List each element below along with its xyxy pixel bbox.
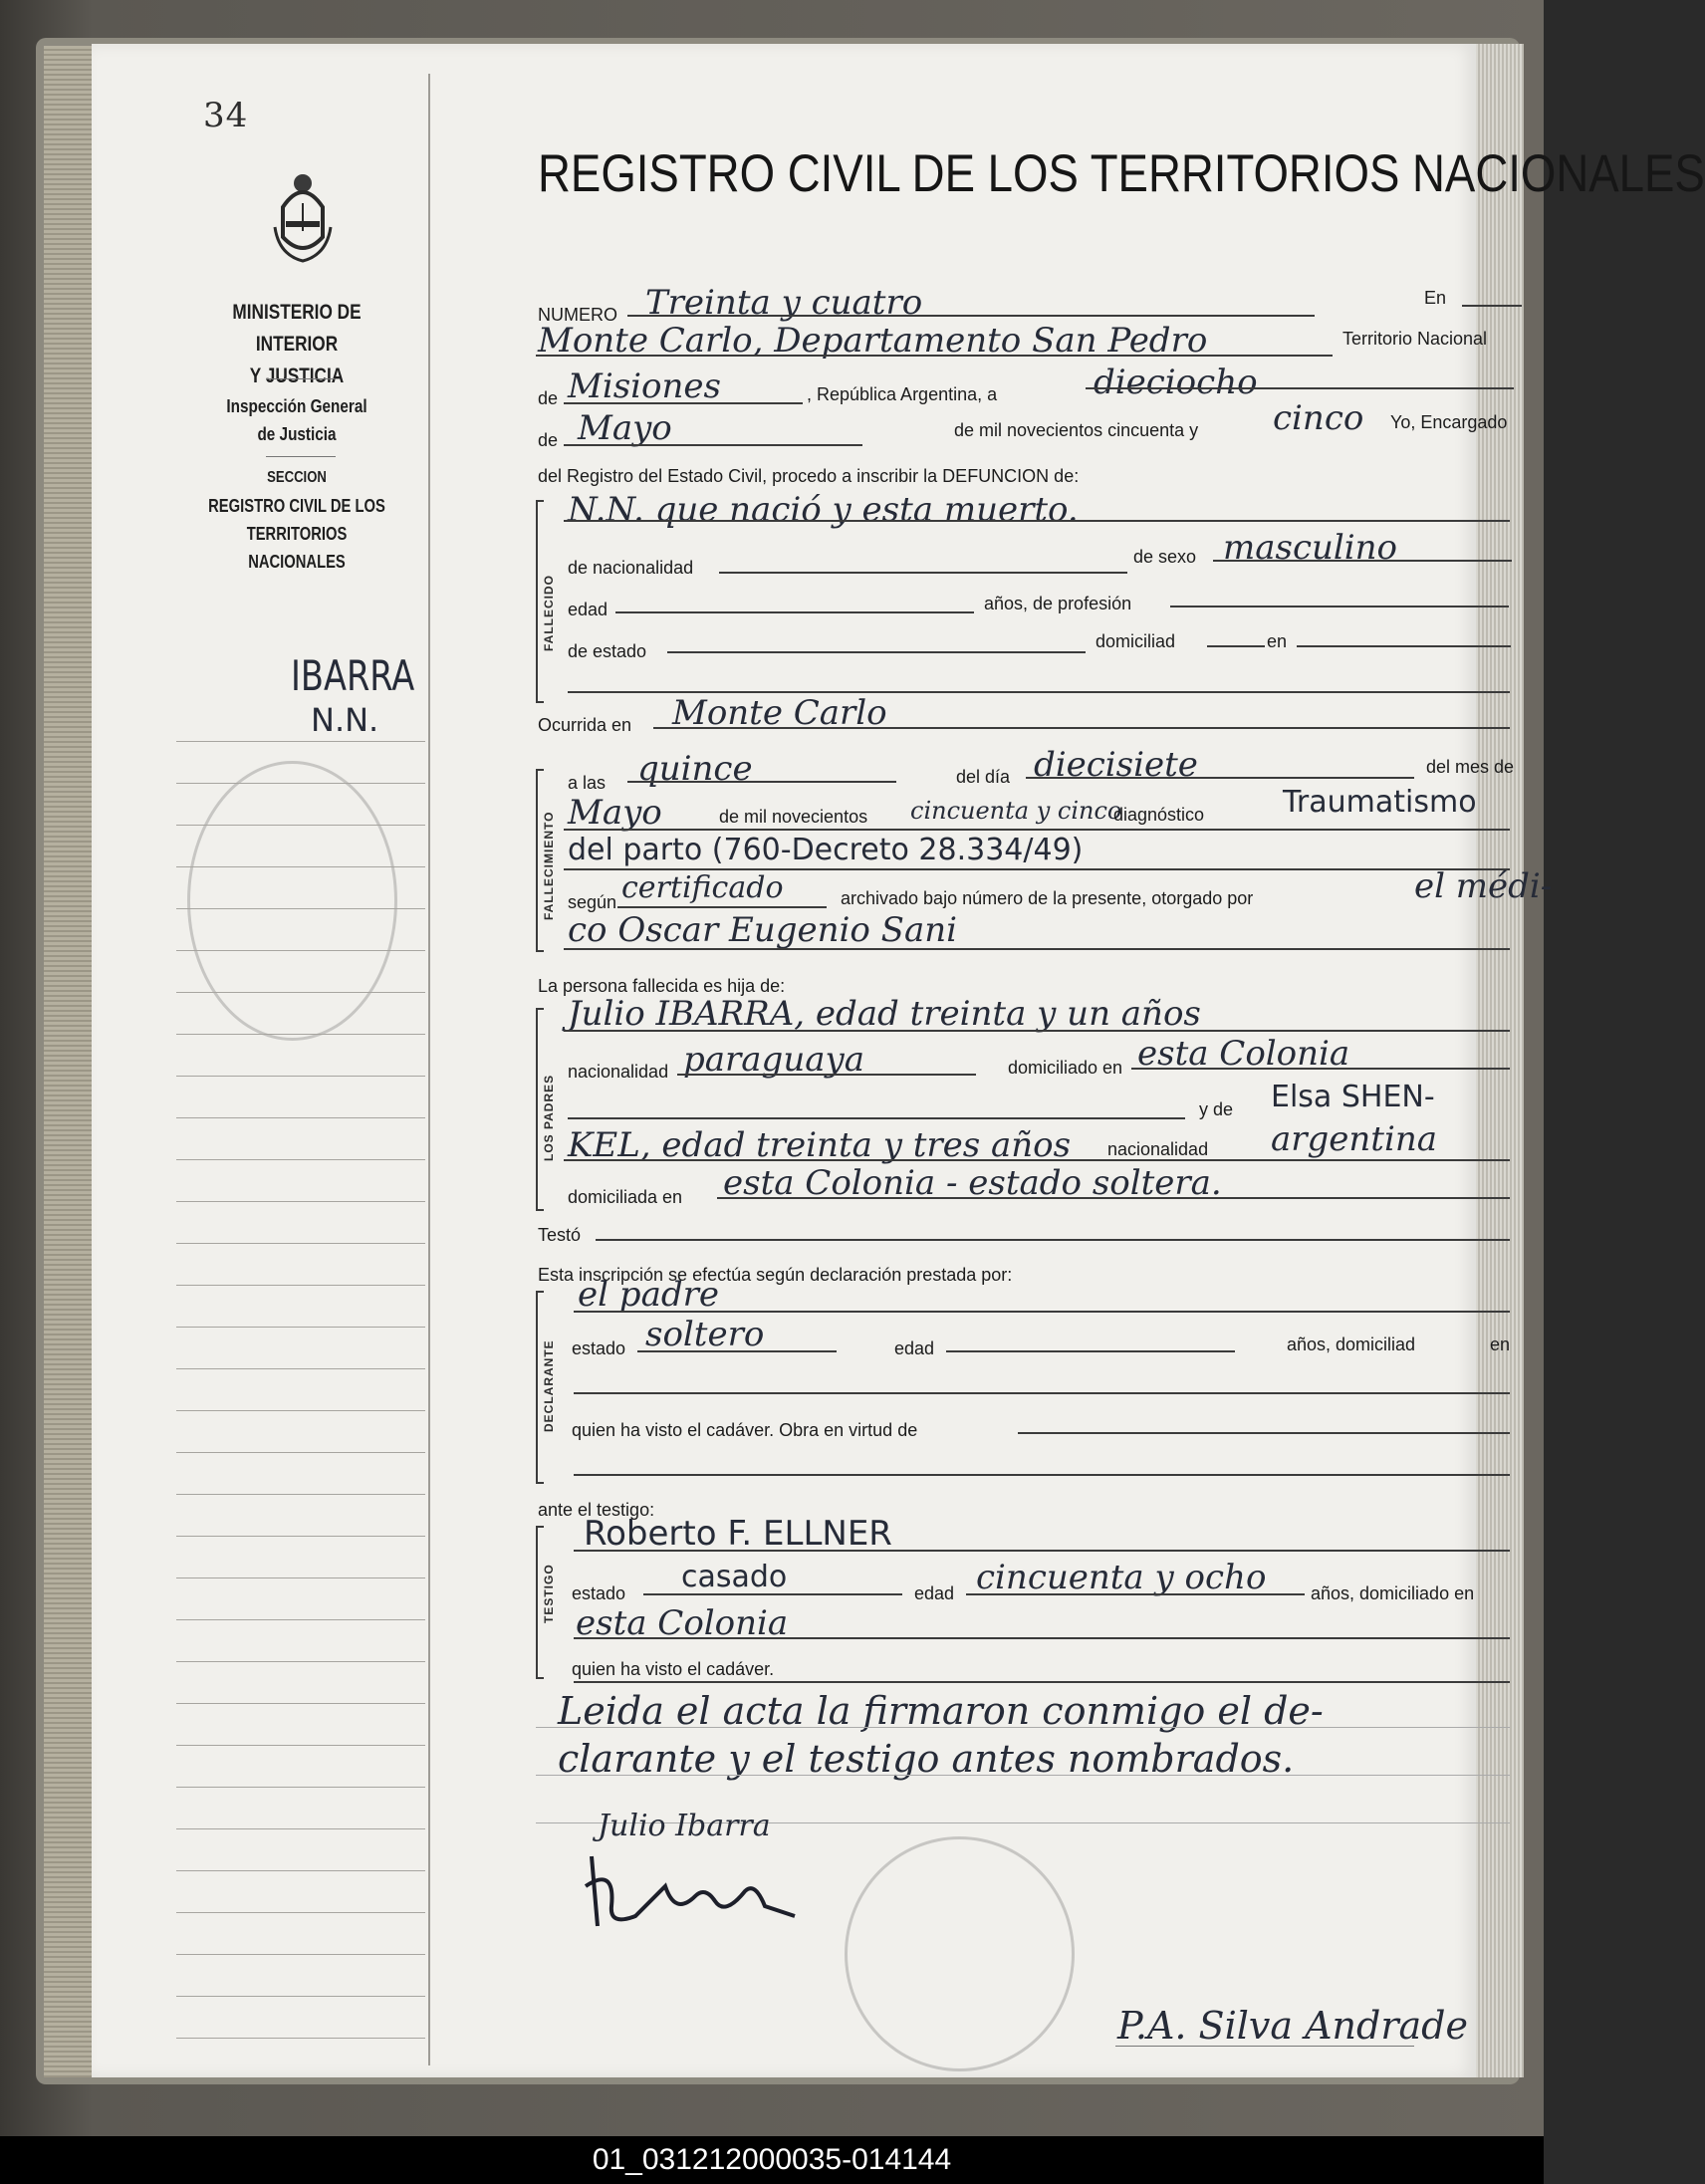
stub-rule-line xyxy=(176,1661,425,1662)
death-record-form xyxy=(428,44,1705,2077)
signature-padre: Julio Ibarra xyxy=(598,1809,771,1843)
stub-rule-line xyxy=(176,1159,425,1160)
madre-value: Elsa SHEN- xyxy=(1271,1080,1435,1114)
fallecido-nombre: N.N. que nació y esta muerto. xyxy=(568,490,1079,530)
dom-madre-label: domiciliada en xyxy=(568,1187,683,1207)
testigo-value: Roberto F. ELLNER xyxy=(584,1514,892,1554)
padre-value: Julio IBARRA, edad treinta y un años xyxy=(568,994,1201,1034)
de2-label: de xyxy=(538,430,559,450)
estado-test-value: casado xyxy=(681,1560,788,1594)
stub-rule-line xyxy=(176,1912,425,1913)
section-label-fallecimiento: FALLECIMIENTO xyxy=(542,811,556,920)
estado-label: de estado xyxy=(568,641,647,661)
yde-label: y de xyxy=(1199,1099,1234,1119)
stub-rule-line xyxy=(176,1619,425,1620)
en2-label: en xyxy=(1267,631,1288,651)
section-label-fallecido: FALLECIDO xyxy=(542,575,556,651)
section-label-padres: LOS PADRES xyxy=(542,1074,556,1161)
profesion-label: años, de profesión xyxy=(984,594,1132,613)
nac-padre-label: nacionalidad xyxy=(568,1062,669,1082)
diag-label: diagnóstico xyxy=(1113,805,1205,825)
visto-label: quien ha visto el cadáver. Obra en virtud de xyxy=(572,1420,918,1440)
territorio-value: Misiones xyxy=(568,366,721,406)
inscripcion-label: Esta inscripción se efectúa según declaración prestada por: xyxy=(538,1265,1013,1285)
stub-rule-line xyxy=(176,1452,425,1453)
nac-madre-label: nacionalidad xyxy=(1107,1139,1209,1159)
coat-of-arms-icon xyxy=(269,167,337,263)
ministry-title: MINISTERIO DE INTERIOR Y JUSTICIA xyxy=(232,301,362,387)
dia-fall-value: diecisiete xyxy=(1034,745,1198,785)
sexo-label: de sexo xyxy=(1133,547,1197,567)
stub-rule-line xyxy=(176,908,425,909)
en3-label: en xyxy=(1490,1335,1511,1354)
numero-label: NUMERO xyxy=(538,305,617,325)
section-label-declarante: DECLARANTE xyxy=(542,1339,556,1432)
diag-value-2: del parto (760-Decreto 28.334/49) xyxy=(568,833,1084,867)
testo-label: Testó xyxy=(538,1225,582,1245)
delmes-label: del mes de xyxy=(1426,757,1515,777)
stub-rule-line xyxy=(176,1201,425,1202)
stub-rule-line xyxy=(176,783,425,784)
image-id-bar xyxy=(0,2136,1544,2184)
mes-fall-value: Mayo xyxy=(568,793,662,833)
stub-given-name: N.N. xyxy=(311,701,379,739)
stub-rule-line xyxy=(176,1745,425,1746)
stub-rule-line xyxy=(176,1076,425,1077)
medico-value: el médi- xyxy=(1414,866,1553,906)
signature-encargado: P.A. Silva Andrade xyxy=(1117,2004,1468,2048)
edad-test-label: edad xyxy=(914,1583,955,1603)
stub-rule-line xyxy=(176,2038,425,2039)
page-number: 34 xyxy=(203,96,249,135)
signature-testigo xyxy=(576,1846,815,1946)
stub-rule-line xyxy=(176,950,425,951)
stub-rule-line xyxy=(176,1243,425,1244)
stub-rule-line xyxy=(176,1368,425,1369)
stub-rule-line xyxy=(176,1327,425,1328)
stub-surname: IBARRA xyxy=(291,651,415,700)
estado-decl-label: estado xyxy=(572,1338,626,1358)
mes-value: Mayo xyxy=(578,408,672,448)
mil-label: de mil novecientos cincuenta y xyxy=(954,420,1199,440)
declarante-value: el padre xyxy=(578,1275,719,1315)
registry-stamp-2 xyxy=(845,1836,1075,2071)
stub-column xyxy=(92,44,428,2077)
segun-label: según xyxy=(568,892,617,912)
dom-madre-value: esta Colonia - estado soltera. xyxy=(723,1163,1222,1203)
diag-value: Traumatismo xyxy=(1283,785,1477,820)
stub-rule-line xyxy=(176,1787,425,1788)
registro-label: del Registro del Estado Civil, procedo a inscribir la DEFUNCION de: xyxy=(538,466,1080,486)
stub-rule-line xyxy=(176,1494,425,1495)
medico-value-2: co Oscar Eugenio Sani xyxy=(568,910,957,950)
estado-test-label: estado xyxy=(572,1583,626,1603)
estado-decl-value: soltero xyxy=(645,1315,765,1354)
nac-padre-value: paraguaya xyxy=(683,1040,864,1080)
edad-label: edad xyxy=(568,600,609,619)
image-id: 01_031212000035-014144 xyxy=(592,2143,952,2176)
registry-stamp xyxy=(187,761,397,1041)
stub-rule-line xyxy=(176,1954,425,1955)
ocurrida-label: Ocurrida en xyxy=(538,715,632,735)
closing-line-1: Leida el acta la firmaron conmigo el de- xyxy=(558,1689,1324,1733)
milnov-label: de mil novecientos xyxy=(719,807,868,827)
visto2-label: quien ha visto el cadáver. xyxy=(572,1659,775,1679)
stub-rule-line xyxy=(176,1117,425,1118)
edad-decl-label: edad xyxy=(894,1338,935,1358)
numero-value: Treinta y cuatro xyxy=(645,283,923,323)
dom-padre-value: esta Colonia xyxy=(1137,1034,1350,1074)
republica-label: , República Argentina, a xyxy=(807,384,998,404)
nac-madre-value: argentina xyxy=(1271,1119,1438,1159)
inspection-title: Inspección General de Justicia xyxy=(226,396,367,444)
sexo-value: masculino xyxy=(1223,528,1398,568)
anio-value: cinco xyxy=(1273,398,1364,438)
hora-value: quince xyxy=(637,749,753,789)
section-title: SECCION REGISTRO CIVIL DE LOS TERRITORIOS NACIONALES xyxy=(208,469,385,572)
deldia-label: del día xyxy=(956,767,1011,787)
de-label: de xyxy=(538,388,559,408)
stub-rule-line xyxy=(176,1577,425,1578)
dom-test-value: esta Colonia xyxy=(576,1603,789,1643)
section-label-testigo: TESTIGO xyxy=(542,1564,556,1623)
stub-rule-line xyxy=(176,1410,425,1411)
dom-padre-label: domiciliado en xyxy=(1008,1058,1123,1078)
archivado-label: archivado bajo número de la presente, otorgado por xyxy=(841,888,1254,908)
stub-rule-line xyxy=(176,1996,425,1997)
alas-label: a las xyxy=(568,773,607,793)
nacionalidad-label: de nacionalidad xyxy=(568,558,694,578)
stub-rule-line xyxy=(176,825,425,826)
anio-fall-value: cincuenta y cinco xyxy=(910,797,1122,825)
closing-line-2: clarante y el testigo antes nombrados. xyxy=(558,1737,1295,1781)
register-page xyxy=(92,44,1705,2077)
stub-rule-line xyxy=(176,1285,425,1286)
anios-domiciliado-label: años, domiciliado en xyxy=(1311,1583,1475,1603)
hija-label: La persona fallecida es hija de: xyxy=(538,976,786,996)
en-label: En xyxy=(1424,288,1447,308)
yo-label: Yo, Encargado xyxy=(1390,412,1508,432)
stub-rule-line xyxy=(176,1828,425,1829)
stub-rule-line xyxy=(176,992,425,993)
stub-rule-line xyxy=(176,1034,425,1035)
stub-rule-line xyxy=(176,1703,425,1704)
stub-rule-line xyxy=(176,866,425,867)
testigo-label: ante el testigo: xyxy=(538,1500,655,1520)
anios-dom-label: años, domiciliad xyxy=(1287,1335,1416,1354)
stub-rule-line xyxy=(176,1536,425,1537)
stub-rule-line xyxy=(176,741,425,742)
stub-rule-line xyxy=(176,1870,425,1871)
edad-test-value: cincuenta y ocho xyxy=(976,1558,1267,1597)
lugar-value: Monte Carlo, Departamento San Pedro xyxy=(538,321,1208,361)
ocurrida-value: Monte Carlo xyxy=(672,693,887,733)
territorio-label: Territorio Nacional xyxy=(1342,329,1488,349)
dia-value: dieciocho xyxy=(1094,363,1258,402)
certificado-value: certificado xyxy=(621,870,784,905)
madre-value-2: KEL, edad treinta y tres años xyxy=(568,1125,1072,1165)
form-title: REGISTRO CIVIL DE LOS TERRITORIOS NACIONALES xyxy=(538,144,1705,203)
domiciliad-label: domiciliad xyxy=(1096,631,1176,651)
